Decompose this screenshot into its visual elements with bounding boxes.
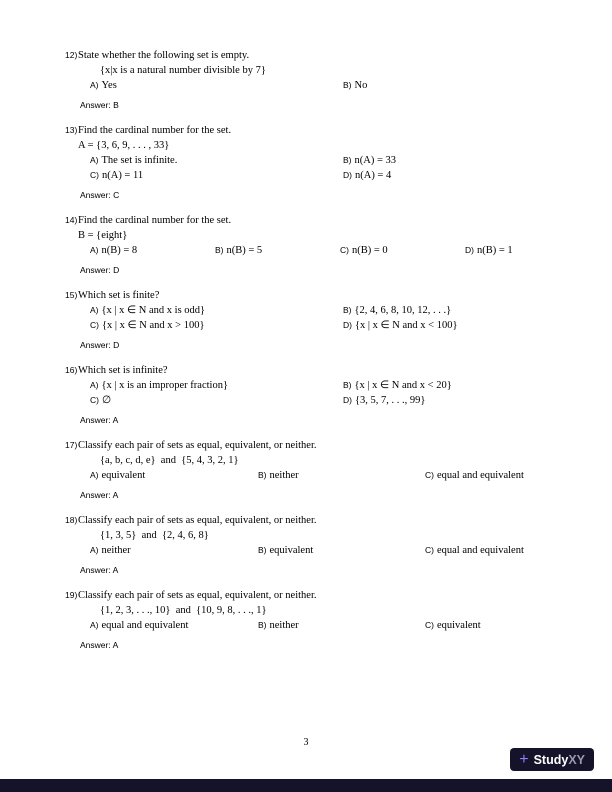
option-label: A) xyxy=(90,80,99,90)
page-number: 3 xyxy=(303,737,309,748)
option-b xyxy=(343,378,572,393)
option-d xyxy=(343,168,572,183)
question-prompt: Which set is finite? xyxy=(78,290,160,301)
option-text: {3, 5, 7, . . ., 99} xyxy=(354,395,426,406)
option-a xyxy=(90,618,258,633)
option-b xyxy=(258,618,425,633)
option-text: equivalent xyxy=(269,545,314,556)
question-given: {a, b, c, d, e} and {5, 4, 3, 2, 1} xyxy=(100,455,239,466)
option-a xyxy=(90,78,343,93)
question-18 xyxy=(65,513,572,575)
option-label: B) xyxy=(343,380,352,390)
option-label: B) xyxy=(258,470,267,480)
option-text: {x | x ∈ N and x > 100} xyxy=(101,320,205,331)
option-text: neither xyxy=(101,545,131,556)
option-text: n(B) = 8 xyxy=(101,245,138,256)
question-prompt: Find the cardinal number for the set. xyxy=(78,215,232,226)
question-given: A = {3, 6, 9, . . . , 33} xyxy=(78,140,170,151)
option-b xyxy=(258,468,425,483)
option-label: B) xyxy=(258,545,267,555)
option-b xyxy=(215,243,340,258)
option-label: A) xyxy=(90,470,99,480)
option-text: The set is infinite. xyxy=(101,155,178,166)
option-text: neither xyxy=(269,620,299,631)
option-text: equal and equivalent xyxy=(436,470,524,481)
question-13 xyxy=(65,123,572,200)
option-text: equivalent xyxy=(101,470,146,481)
option-b xyxy=(343,153,572,168)
question-given: B = {eight} xyxy=(78,230,128,241)
question-line xyxy=(65,213,572,228)
option-a xyxy=(90,153,343,168)
option-label: D) xyxy=(343,395,352,405)
question-number: 17) xyxy=(65,440,78,450)
option-label: D) xyxy=(343,320,352,330)
option-label: C) xyxy=(90,395,99,405)
question-number: 15) xyxy=(65,290,78,300)
option-label: C) xyxy=(425,470,434,480)
question-17 xyxy=(65,438,572,500)
option-c xyxy=(90,168,343,183)
question-given: {1, 3, 5} and {2, 4, 6, 8} xyxy=(100,530,209,541)
option-c xyxy=(90,318,343,333)
answer-line: Answer: D xyxy=(80,340,120,350)
option-text: n(B) = 0 xyxy=(351,245,388,256)
answer-line: Answer: C xyxy=(80,190,120,200)
option-text: n(B) = 5 xyxy=(226,245,263,256)
logo-text xyxy=(534,751,585,769)
answer-line: Answer: D xyxy=(80,265,120,275)
logo-xy: XY xyxy=(568,752,585,767)
studyxy-logo-badge xyxy=(510,748,594,771)
option-text: n(A) = 33 xyxy=(354,155,396,166)
option-label: A) xyxy=(90,380,99,390)
option-label: B) xyxy=(258,620,267,630)
options-grid xyxy=(90,153,572,183)
option-label: A) xyxy=(90,245,99,255)
question-19 xyxy=(65,588,572,650)
option-label: B) xyxy=(343,305,352,315)
answer-line: Answer: A xyxy=(80,490,119,500)
options-grid xyxy=(90,378,572,408)
option-label: C) xyxy=(340,245,349,255)
option-label: A) xyxy=(90,545,99,555)
option-text: ∅ xyxy=(101,395,112,406)
option-text: {x | x is an improper fraction} xyxy=(101,380,228,391)
question-number: 12) xyxy=(65,50,78,60)
option-c xyxy=(425,543,572,558)
question-line xyxy=(65,513,572,528)
option-text: equal and equivalent xyxy=(436,545,524,556)
option-text: {2, 4, 6, 8, 10, 12, . . .} xyxy=(354,305,452,316)
option-b xyxy=(343,303,572,318)
option-label: A) xyxy=(90,620,99,630)
option-text: {x | x ∈ N and x < 100} xyxy=(354,320,458,331)
option-a xyxy=(90,468,258,483)
question-number: 18) xyxy=(65,515,78,525)
option-text: n(B) = 1 xyxy=(476,245,513,256)
question-line xyxy=(65,288,572,303)
option-label: C) xyxy=(90,170,99,180)
option-a xyxy=(90,303,343,318)
option-d xyxy=(343,318,572,333)
option-text: equivalent xyxy=(436,620,481,631)
options-row xyxy=(90,543,572,558)
option-c xyxy=(90,393,343,408)
option-d xyxy=(465,243,572,258)
option-text: {x | x ∈ N and x is odd} xyxy=(101,305,206,316)
option-label: D) xyxy=(465,245,474,255)
option-label: B) xyxy=(343,155,352,165)
question-prompt: Classify each pair of sets as equal, equivalent, or neither. xyxy=(78,590,317,601)
question-given: {1, 2, 3, . . ., 10} and {10, 9, 8, . . ., 1} xyxy=(100,605,267,616)
option-c xyxy=(425,468,572,483)
option-label: B) xyxy=(215,245,224,255)
answer-line: Answer: A xyxy=(80,640,119,650)
options-row xyxy=(90,243,572,258)
option-c xyxy=(340,243,465,258)
options-row xyxy=(90,468,572,483)
option-label: C) xyxy=(425,545,434,555)
option-d xyxy=(343,393,572,408)
option-label: D) xyxy=(343,170,352,180)
option-label: A) xyxy=(90,155,99,165)
question-12 xyxy=(65,48,572,110)
option-label: A) xyxy=(90,305,99,315)
plus-icon: + xyxy=(519,750,529,768)
option-text: neither xyxy=(269,470,299,481)
option-label: C) xyxy=(90,320,99,330)
answer-line: Answer: A xyxy=(80,415,119,425)
question-number: 13) xyxy=(65,125,78,135)
option-a xyxy=(90,243,215,258)
options-grid xyxy=(90,303,572,333)
option-text: n(A) = 11 xyxy=(101,170,144,181)
options-row xyxy=(90,78,572,93)
option-label: B) xyxy=(343,80,352,90)
option-a xyxy=(90,378,343,393)
question-prompt: State whether the following set is empty. xyxy=(78,50,250,61)
option-a xyxy=(90,543,258,558)
question-given: {x|x is a natural number divisible by 7} xyxy=(100,65,266,76)
question-prompt: Classify each pair of sets as equal, equivalent, or neither. xyxy=(78,440,317,451)
question-line xyxy=(65,48,572,63)
question-number: 16) xyxy=(65,365,78,375)
option-b xyxy=(343,78,572,93)
footer-bar xyxy=(0,779,612,792)
question-number: 19) xyxy=(65,590,78,600)
answer-line: Answer: A xyxy=(80,565,119,575)
question-number: 14) xyxy=(65,215,78,225)
question-14 xyxy=(65,213,572,275)
option-text: Yes xyxy=(101,80,117,91)
question-line xyxy=(65,588,572,603)
question-15 xyxy=(65,288,572,350)
option-text: No xyxy=(354,80,368,91)
question-prompt: Which set is infinite? xyxy=(78,365,168,376)
question-line xyxy=(65,438,572,453)
question-prompt: Classify each pair of sets as equal, equivalent, or neither. xyxy=(78,515,317,526)
logo-study: Study xyxy=(533,752,569,767)
options-row xyxy=(90,618,572,633)
question-line xyxy=(65,363,572,378)
option-text: n(A) = 4 xyxy=(354,170,392,181)
option-text: equal and equivalent xyxy=(101,620,189,631)
option-text: {x | x ∈ N and x < 20} xyxy=(354,380,452,391)
option-c xyxy=(425,618,572,633)
question-prompt: Find the cardinal number for the set. xyxy=(78,125,232,136)
answer-line: Answer: B xyxy=(80,100,119,110)
option-b xyxy=(258,543,425,558)
question-16 xyxy=(65,363,572,425)
question-line xyxy=(65,123,572,138)
option-label: C) xyxy=(425,620,434,630)
